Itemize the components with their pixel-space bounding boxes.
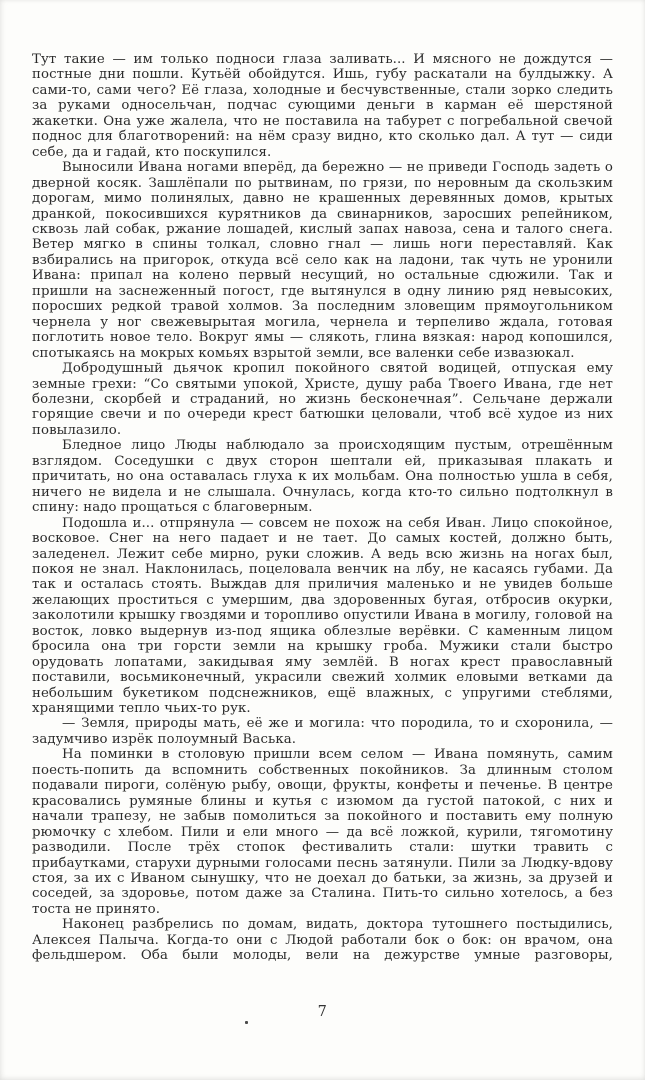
paragraph: Выносили Ивана ногами вперёд, да бережно — не приведи Господь задеть о дверной косяк. Зашлёпали по рытвинам, по грязи, по неровным да скользким дорогам, мимо полинялых, давно не крашенных деревянных домов, крытых дранкой, покосившихся курятников да свинарников, заросших репейником, сквозь лай собак, ржание лошадей, кислый запах навоза, сена и талого снега. Ветер мягко в спины толкал, словно гнал — лишь ноги переставляй. Как взбирались на пригорок, откуда всё село как на ладони, так чуть не уронили Ивана: припал на колено первый несущий, но остальные сдюжили. Так и пришли на заснеженный погост, где вытянулся в одну линию ряд невысоких, поросших редкой травой холмов. За последним зловещим прямоугольником чернела у ног свежевырытая могила, чернела и терпеливо ждала, готовая поглотить новое тело. Вокруг ямы — слякоть, глина вязкая: народ копошился, спотыкаясь на мокрых комьях взрытой земли, все валенки себе извазюкал.: [32, 160, 613, 361]
paragraph: На поминки в столовую пришли всем селом — Ивана помянуть, самим поесть-попить да вспомнить собственных покойников. За длинным столом подавали пироги, солёную рыбу, овощи, фрукты, конфеты и печенье. В центре красовались румяные блины и кутья с изюмом да густой патокой, с них и начали трапезу, не забыв помолиться за покойного и поставить ему полную рюмочку с хлебом. Пили и ели много — да всё ложкой, курили, тягомотину разводили. После трёх стопок фестивалить стали: шутки травить с прибаутками, старухи дурными голосами песнь затянули. Пили за Людку-вдову стоя, за их с Иваном сынушку, что не доехал до батьки, за жизнь, за друзей и соседей, за здоровье, потом даже за Сталина. Пить-то сильно хотелось, а без тоста не принято.: [32, 747, 613, 917]
page-number: 7: [317, 1004, 328, 1020]
text-block: [32, 52, 613, 964]
paragraph: Наконец разбрелись по домам, видать, доктора тутошнего постыдились, Алексея Палыча. Когда-то они с Людой работали бок о бок: он врачом, она фельдшером. Оба были молоды, вели на дежурстве умные разговоры,: [32, 917, 613, 964]
paragraph: Тут такие — им только подноси глаза заливать... И мясного не дождутся — постные дни пошли. Кутьёй обойдутся. Ишь, губу раскатали на булдыжку. А сами-то, сами чего? Её глаза, холодные и бесчувственные, стали зорко следить за руками односельчан, подчас сующими деньги в карман её шерстяной жакетки. Она уже жалела, что не поставила на табурет с погребальной свечой поднос для благотворений: на нём сразу видно, кто сколько дал. А тут — сиди себе, да и гадай, кто поскупился.: [32, 52, 613, 160]
paragraph: Подошла и... отпрянула — совсем не похож на себя Иван. Лицо спокойное, восковое. Снег на него падает и не тает. До самых костей, должно быть, заледенел. Лежит себе мирно, руки сложив. А ведь всю жизнь на ногах был, покоя не знал. Наклонилась, поцеловала венчик на лбу, не касаясь губами. Да так и осталась стоять. Выждав для приличия маленько и не увидев больше желающих проститься с умершим, два здоровенных бугая, отбросив окурки, заколотили крышку гвоздями и торопливо опустили Ивана в могилу, головой на восток, ловко выдернув из-под ящика облезлые верёвки. С каменным лицом бросила она три горсти земли на крышку гроба. Мужики стали быстро орудовать лопатами, закидывая яму землёй. В ногах крест православный поставили, восьмиконечный, украсили свежий холмик еловыми ветками да небольшим букетиком подснежников, ещё влажных, с упругими стеблями, хранящими тепло чьих-то рук.: [32, 515, 613, 717]
paragraph: Бледное лицо Люды наблюдало за происходящим пустым, отрешённым взглядом. Соседушки с двух сторон шептали ей, приказывая плакать и причитать, но она оставалась глуха к их мольбам. Она полностью ушла в себя, ничего не видела и не слышала. Очнулась, когда кто-то сильно подтолкнул в спину: надо прощаться с благоверным.: [32, 438, 613, 516]
scan-speck: [245, 1021, 248, 1024]
paragraph: Добродушный дьячок кропил покойного святой водицей, отпуская ему земные грехи: “Со святыми упокой, Христе, душу раба Твоего Ивана, где нет болезни, скорбей и страданий, но жизнь бесконечная”. Сельчане держали горящие свечи и по очереди крест батюшки целовали, чтоб всё худое из них повылазило.: [32, 361, 613, 438]
dialogue-paragraph: — Земля, природы мать, её же и могила: что породила, то и схоронила, — задумчиво изрёк полоумный Васька.: [32, 716, 613, 747]
